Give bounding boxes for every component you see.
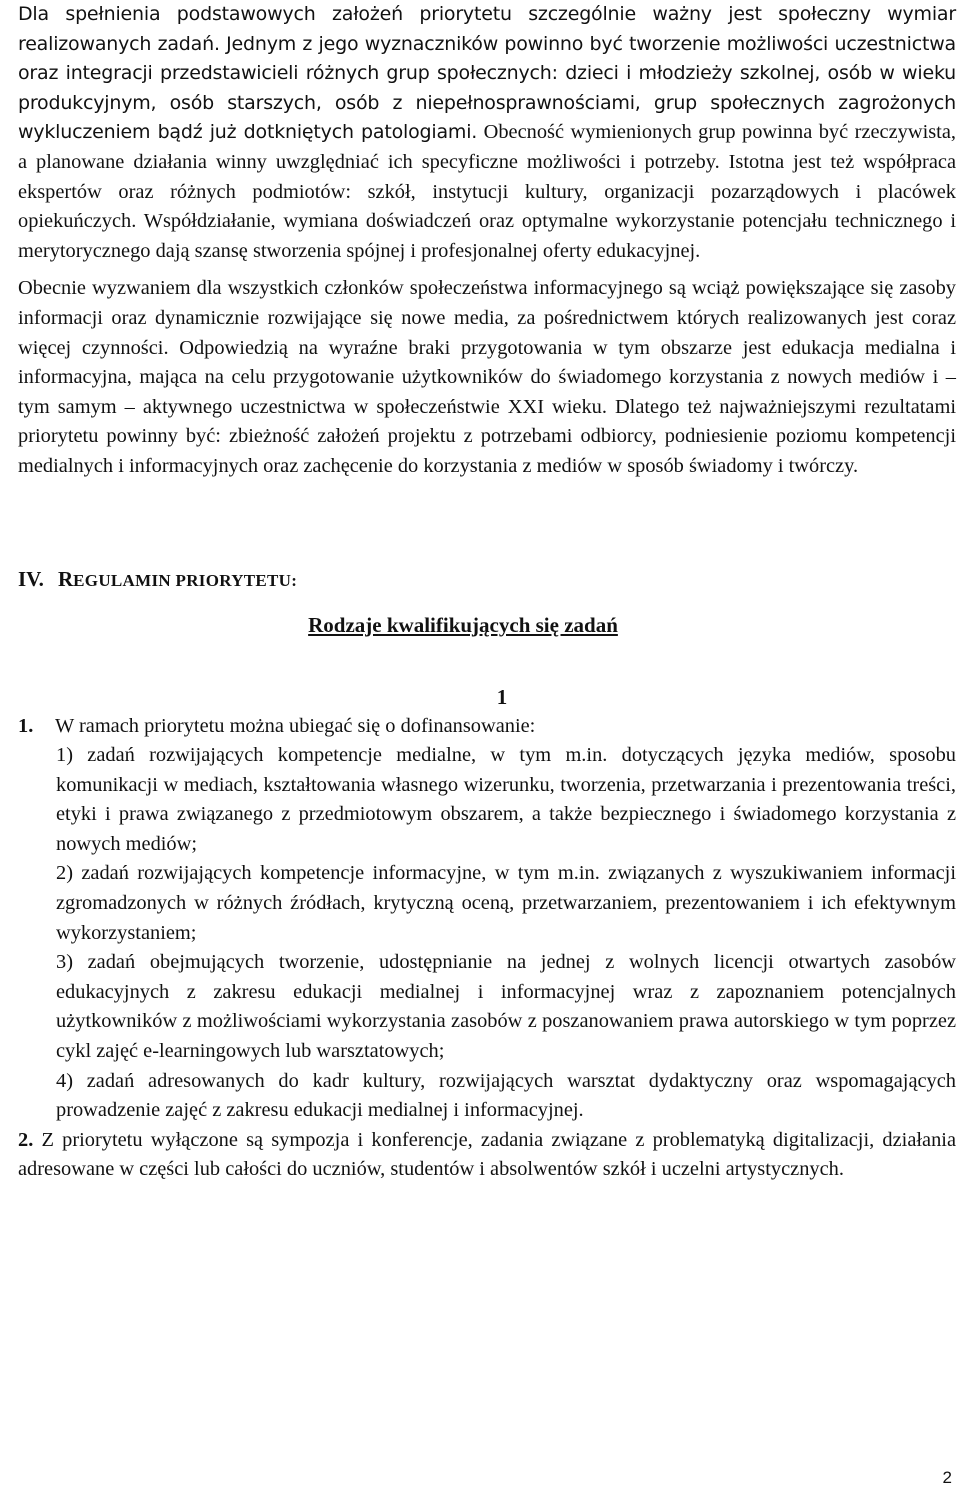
sub-item-2: 2) zadań rozwijających kompetencje informacyjne, w tym m.in. związanych z wyszukiwaniem informacji zgromadzonych w różnych źródłach, krytyczną oceną, przetwarzaniem, prezentowaniem i ich efektywnym wykorzystaniem; bbox=[56, 862, 956, 944]
paragraph-media-education: Obecnie wyzwaniem dla wszystkich członków społeczeństwa informacyjnego są wciąż powiększające się zasoby informacji oraz dynamicznie rozwijające się nowe media, za pośrednictwem których realizowanych jest coraz więcej czynności. Odpowiedzią na wyraźne braki przygotowania w tym obszarze jest edukacja medialna i informacyjna, mająca na celu przygotowanie użytkowników do świadomego korzystania z nowych mediów i – tym samym – aktywnego uczestnictwa w społeczeństwie XXI wieku. Dlatego też najważniejszymi rezultatami priorytetu powinny być: zbieżność założeń projektu z potrzebami odbiorcy, podniesienie poziomu kompetencji medialnych i informacyjnych oraz zachęcenie do korzystania z mediów w sposób świadomy i twórczy. bbox=[18, 277, 956, 477]
sub-item-4: 4) zadań adresowanych do kadr kultury, rozwijających warsztat dydaktyczny oraz wspomagających prowadzenie zajęć z zakresu edukacji medialnej i informacyjnej. bbox=[56, 1069, 956, 1122]
page-number: 2 bbox=[942, 1468, 952, 1487]
section-subtitle: Rodzaje kwalifikujących się zadań bbox=[308, 612, 618, 637]
section-title-initial: R bbox=[58, 566, 74, 591]
list-item-2 bbox=[18, 1126, 956, 1185]
list-item-number: 2. bbox=[18, 1128, 34, 1151]
sub-item-3: 3) zadań obejmujących tworzenie, udostępnianie na jednej z wolnych licencji otwartych zasobów edukacyjnych z zakresu edukacji medialnej i informacyjnej wraz z zapoznaniem potencjalnych użytkowników z możliwościami wykorzystania zasobów z poszanowaniem prawa autorskiego w tym poprzez cykl zajęć e-learningowych lub warsztatowych; bbox=[56, 951, 956, 1063]
list-item-number: 1. bbox=[18, 714, 34, 737]
document-page bbox=[18, 0, 956, 1185]
section-heading bbox=[18, 564, 956, 596]
list-item-text: W ramach priorytetu można ubiegać się o dofinansowanie: bbox=[55, 714, 536, 737]
paragraph-social-dimension-continuation: Obecność wymienionych grup powinna być rzeczywista, a planowane działania winny uwzględniać ich specyficzne możliwości i potrzeby. Istotna jest też współpraca ekspertów oraz różnych podmiotów: szkół, instytucji kultury, organizacji pozarządowych i placówek opiekuńczych. Współdziałanie, wymiana doświadczeń oraz optymalne wykorzystanie potencjału technicznego i merytorycznego dają szansę stworzenia spójnej i profesjonalnej oferty edukacyjnej. bbox=[18, 121, 956, 262]
paragraph-social-dimension bbox=[18, 0, 956, 266]
list-item-1 bbox=[18, 712, 956, 742]
section-title-rest: EGULAMIN PRIORYTETU: bbox=[73, 570, 298, 590]
paragraph-sign: 1 bbox=[496, 684, 508, 709]
sub-item-1: 1) zadań rozwijających kompetencje medialne, w tym m.in. dotyczących języka mediów, sposobu komunikacji w mediach, kształtowania własnego wizerunku, tworzenia, przetwarzania i prezentowania treści, etyki i prawa związanego z przedmiotowym obszarem, a także bezpiecznego i świadomego korzystania z nowych mediów; bbox=[56, 744, 956, 855]
list-item-text: Z priorytetu wyłączone są sympozja i konferencje, zadania związane z problematyką digitalizacji, działania adresowane w części lub całości do uczniów, studentów i absolwentów szkół i uczelni artystycznych. bbox=[18, 1128, 956, 1181]
section-number: IV. bbox=[18, 566, 44, 591]
paragraph-social-dimension-lead: Dla spełnienia podstawowych założeń priorytetu szczególnie ważny jest społeczny wymiar realizowanych zadań. Jednym z jego wyznaczników powinno być tworzenie możliwości uczestnictwa oraz integracji przedstawicieli różnych grup społecznych: dzieci i młodzieży szkolnej, osób w wieku produkcyjnym, osób starszych, osób z niepełnosprawnościami, grup społecznych zagrożonych wykluczeniem bądź już dotkniętych patologiami. bbox=[18, 3, 956, 144]
